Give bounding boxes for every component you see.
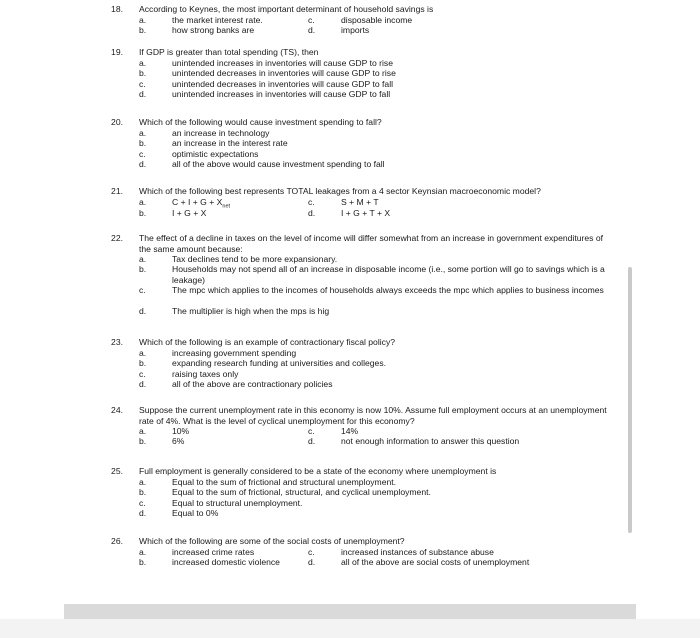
question-text: According to Keynes, the most important determinant of household savings is — [139, 4, 434, 14]
option-text-value: 6% — [172, 436, 185, 446]
option-text-value: C + I + G + X — [172, 197, 223, 207]
option-text — [172, 285, 612, 296]
question-number: 19. — [111, 47, 123, 57]
option-letter: b. — [139, 264, 147, 274]
option-text — [172, 358, 612, 369]
option-text-value: increased crime rates — [172, 547, 255, 557]
option-text — [172, 426, 302, 437]
question-text: If GDP is greater than total spending (TS), then — [139, 47, 319, 57]
option-text — [172, 477, 612, 488]
option-text — [172, 306, 612, 317]
option-text — [172, 25, 302, 36]
option-letter: a. — [139, 58, 147, 68]
horizontal-scrollbar[interactable] — [64, 604, 636, 619]
question-number: 25. — [111, 466, 123, 476]
option-letter: a. — [139, 254, 147, 264]
question-text: Which of the following would cause investment spending to fall? — [139, 117, 382, 127]
option-text — [172, 138, 612, 149]
question-text: Which of the following are some of the social costs of unemployment? — [139, 536, 405, 546]
option-text — [172, 547, 302, 558]
option-text — [172, 254, 612, 265]
option-text — [172, 15, 302, 26]
option-text — [172, 508, 612, 519]
option-letter: b. — [139, 358, 147, 368]
question-number: 18. — [111, 4, 123, 14]
option-text — [172, 159, 612, 170]
option-letter: d. — [139, 89, 147, 99]
option-text-value: The mpc which applies to the incomes of households always exceeds the mpc which applies to business incomes — [172, 285, 604, 295]
option-letter: d. — [308, 557, 316, 567]
question-number: 22. — [111, 233, 123, 243]
option-text: increased instances of substance abuse — [341, 547, 494, 557]
option-letter: b. — [139, 68, 147, 78]
option-text-value: raising taxes only — [172, 369, 239, 379]
option-letter: c. — [139, 285, 146, 295]
question-number: 20. — [111, 117, 123, 127]
option-text: I + G + T + X — [341, 208, 391, 218]
question-number: 21. — [111, 186, 123, 196]
option-text — [172, 557, 302, 568]
option-text — [172, 89, 612, 100]
option-text — [172, 128, 612, 139]
option-text-value: Households may not spend all of an increase in disposable income (i.e., some portion will go to savings which is a leakage) — [172, 264, 605, 285]
option-letter: b. — [139, 208, 147, 218]
option-text-value: Equal to the sum of frictional, structural, and cyclical unemployment. — [172, 487, 431, 497]
option-text — [172, 264, 612, 285]
option-text-value: an increase in the interest rate — [172, 138, 288, 148]
option-text-value: all of the above are contractionary policies — [172, 379, 333, 389]
option-letter: d. — [308, 436, 316, 446]
option-letter: d. — [139, 159, 147, 169]
option-letter: c. — [308, 547, 315, 557]
option-letter: c. — [308, 426, 315, 436]
option-letter: c. — [139, 79, 146, 89]
option-text-value: Equal to 0% — [172, 508, 219, 518]
option-text-value: expanding research funding at universities and colleges. — [172, 358, 387, 368]
option-text-value: unintended decreases in inventories will cause GDP to fall — [172, 79, 394, 89]
option-letter: d. — [139, 508, 147, 518]
option-text-value: an increase in technology — [172, 128, 270, 138]
option-text-value: Equal to structural unemployment. — [172, 498, 303, 508]
option-text: S + M + T — [341, 197, 379, 207]
option-text — [172, 68, 612, 79]
question-number: 26. — [111, 536, 123, 546]
question-text: Which of the following best represents TOTAL leakages from a 4 sector Keynsian macroeconomic model? — [139, 186, 541, 196]
option-text-value: the market interest rate. — [172, 15, 263, 25]
option-text-value: optimistic expectations — [172, 149, 259, 159]
option-text-value: unintended increases in inventories will cause GDP to fall — [172, 89, 391, 99]
option-subscript: net — [222, 203, 231, 210]
option-text-value: Tax declines tend to be more expansionary. — [172, 254, 338, 264]
option-text-value: how strong banks are — [172, 25, 255, 35]
option-text: disposable income — [341, 15, 413, 25]
option-text — [172, 379, 612, 390]
option-text-value: unintended decreases in inventories will cause GDP to rise — [172, 68, 396, 78]
option-letter: a. — [139, 477, 147, 487]
option-letter: a. — [139, 128, 147, 138]
option-letter: b. — [139, 436, 147, 446]
option-text-value: increasing government spending — [172, 348, 297, 358]
option-text-value: increased domestic violence — [172, 557, 280, 567]
option-text-value: The multiplier is high when the mps is hig — [172, 306, 330, 316]
option-text-value: unintended increases in inventories will cause GDP to rise — [172, 58, 394, 68]
option-letter: b. — [139, 557, 147, 567]
option-letter: d. — [139, 379, 147, 389]
option-text: 14% — [341, 426, 359, 436]
option-letter: c. — [139, 369, 146, 379]
option-text-value: 10% — [172, 426, 190, 436]
option-letter: c. — [139, 149, 146, 159]
option-letter: a. — [139, 426, 147, 436]
option-letter: a. — [139, 547, 147, 557]
question-text: Which of the following is an example of contractionary fiscal policy? — [139, 337, 396, 347]
question-number: 24. — [111, 405, 123, 415]
option-text — [172, 436, 302, 447]
option-letter: c. — [308, 197, 315, 207]
option-text-value: Equal to the sum of frictional and structural unemployment. — [172, 477, 397, 487]
option-letter: c. — [308, 15, 315, 25]
option-text — [172, 149, 612, 160]
option-text-value: I + G + X — [172, 208, 207, 218]
option-letter: d. — [139, 306, 147, 316]
option-letter: b. — [139, 25, 147, 35]
option-letter: a. — [139, 197, 147, 207]
option-text — [172, 208, 302, 219]
question-text: Suppose the current unemployment rate in this economy is now 10%. Assume full employment occurs at an unemployment rate of 4%. What is the level of cyclical unemployment for this economy? — [139, 405, 607, 426]
option-text-value: all of the above would cause investment spending to fall — [172, 159, 385, 169]
option-text: not enough information to answer this question — [341, 436, 520, 446]
option-text: imports — [341, 25, 370, 35]
option-letter: a. — [139, 15, 147, 25]
option-text — [172, 348, 612, 359]
option-letter: b. — [139, 138, 147, 148]
option-text — [172, 58, 612, 69]
option-text — [172, 498, 612, 509]
question-number: 23. — [111, 337, 123, 347]
option-letter: c. — [139, 498, 146, 508]
option-letter: d. — [308, 208, 316, 218]
vertical-scrollbar[interactable] — [628, 267, 632, 533]
option-letter: a. — [139, 348, 147, 358]
question-text: Full employment is generally considered to be a state of the economy where unemployment is — [139, 466, 497, 476]
option-letter: b. — [139, 487, 147, 497]
option-letter: d. — [308, 25, 316, 35]
page-footer-area — [0, 619, 700, 638]
option-text: all of the above are social costs of unemployment — [341, 557, 530, 567]
question-text: The effect of a decline in taxes on the level of income will differ somewhat from an increase in government expenditures of the same amount because: — [139, 233, 603, 254]
option-text — [172, 369, 612, 380]
option-text — [172, 79, 612, 90]
option-text — [172, 487, 612, 498]
